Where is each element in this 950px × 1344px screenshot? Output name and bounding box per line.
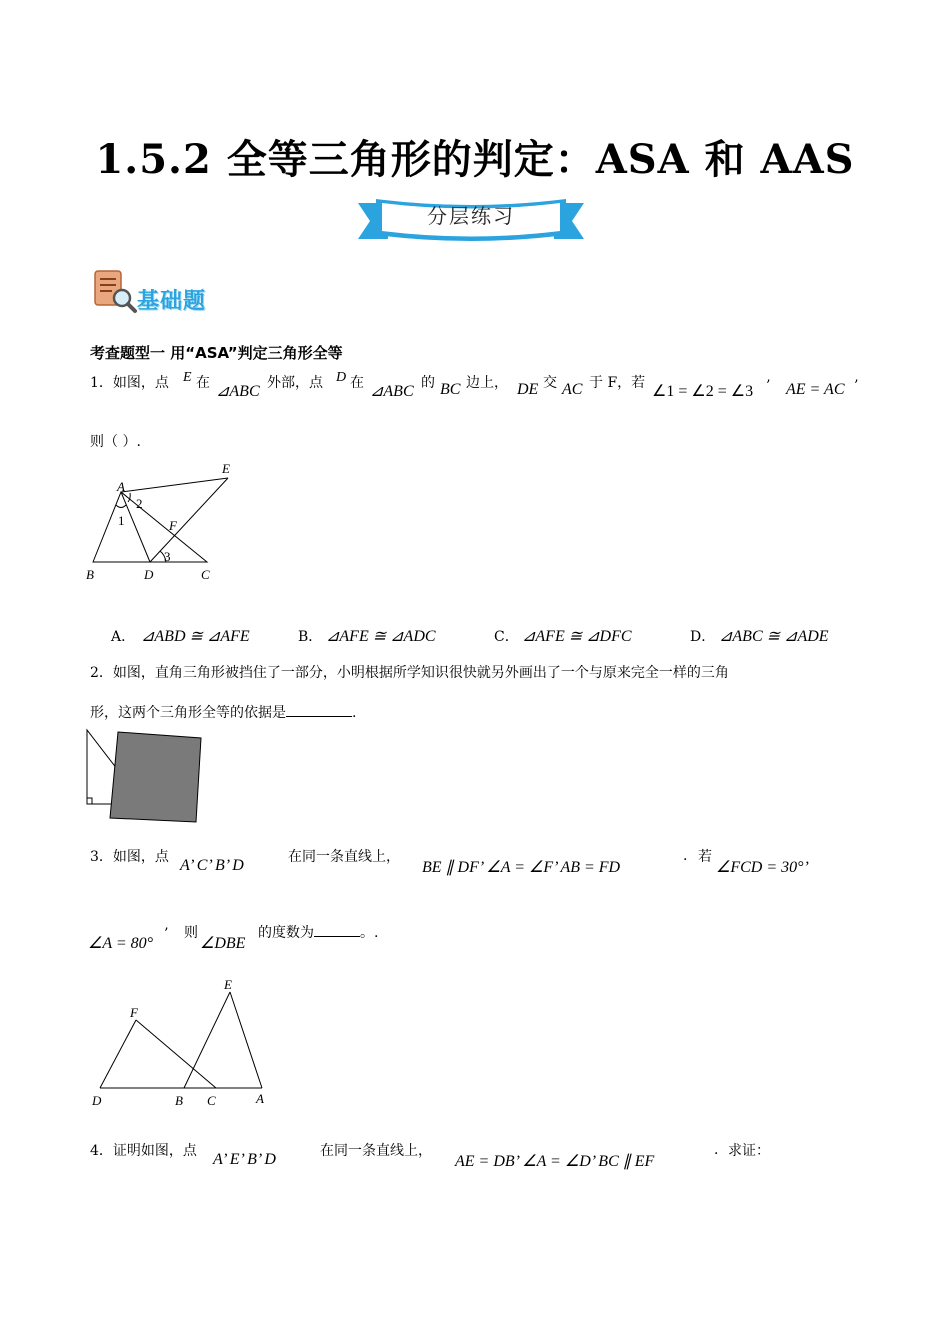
q1-text-f: 边上， — [466, 375, 508, 391]
q1-comma-2: ’ — [854, 378, 859, 394]
q1-comma: ’ — [766, 378, 771, 394]
q3-label-d: D — [92, 1093, 102, 1108]
q3-label-a: A — [256, 1091, 264, 1106]
q4-points: A’ E’ B’ D — [213, 1151, 276, 1168]
q2-line-1: 2．如图，直角三角形被挡住了一部分，小明根据所学知识很快就另外画出了一个与原来完全一样的三角 — [90, 665, 729, 681]
q3-answer-blank[interactable] — [314, 922, 360, 937]
q1-option-d-letter: D． — [690, 629, 716, 645]
q1-triangle-1: ⊿ABC — [216, 383, 260, 400]
q1-equal-sides: AE = AC — [786, 381, 845, 398]
q3-text-e: 的度数为 — [258, 925, 314, 941]
q3-text-a: 3．如图，点 — [90, 849, 169, 865]
banner-text: 分层练习 — [427, 204, 515, 228]
q4-dot: · — [714, 1146, 719, 1162]
q4-conditions: AE = DB’ ∠A = ∠D’ BC ∥ EF — [455, 1153, 655, 1170]
q1-label-2: 2 — [136, 496, 143, 511]
q1-label-1: 1 — [118, 513, 125, 528]
q1-bc: BC — [440, 381, 461, 398]
q3-angle-dbe: ∠DBE — [200, 935, 246, 952]
q2-answer-blank[interactable] — [286, 702, 352, 717]
q1-option-a-letter: A． — [111, 629, 136, 645]
q1-text-d: 在 — [350, 375, 364, 391]
q1-label-e: E — [222, 461, 230, 476]
q1-line-2: 则（ ）. — [90, 434, 141, 450]
question-type-heading: 考查题型一 用“ASA”判定三角形全等 — [90, 344, 343, 362]
q3-conditions-1: BE ∥ DF’ ∠A = ∠F’ AB = FD — [422, 859, 621, 876]
q3-conditions-3: ∠A = 80° — [88, 935, 154, 952]
q1-ac: AC — [562, 381, 583, 398]
q3-label-f: F — [130, 1005, 138, 1020]
q1-text-h: 于 F，若 — [589, 375, 646, 391]
q2-figure — [84, 726, 206, 826]
q4-text-b: 在同一条直线上， — [320, 1143, 432, 1159]
q1-angles: ∠1 = ∠2 = ∠3 — [652, 383, 754, 400]
q3-dot: · — [683, 852, 688, 868]
q3-label-c: C — [207, 1093, 216, 1108]
q1-option-b-letter: B． — [298, 629, 323, 645]
q3-figure — [84, 972, 274, 1112]
q1-text-e: 的 — [421, 375, 435, 391]
q1-point-e: E — [183, 370, 192, 385]
q4-text-a: 4．证明如图，点 — [90, 1143, 197, 1159]
q1-option-c: ⊿AFE ≅ ⊿DFC — [522, 628, 632, 645]
q1-label-f: F — [169, 518, 177, 533]
q2-end: . — [352, 705, 357, 721]
q1-label-d: D — [144, 567, 154, 582]
q1-text-g: 交 — [543, 375, 557, 391]
q3-end: 。. — [360, 925, 379, 941]
q3-conditions-2: ∠FCD = 30°’ — [716, 859, 809, 876]
q3-text-d: 则 — [184, 925, 198, 941]
q3-label-e: E — [224, 977, 232, 992]
q3-text-c: 若 — [698, 849, 712, 865]
q3-text-b: 在同一条直线上， — [288, 849, 400, 865]
document-search-icon — [92, 268, 138, 314]
q1-text-b: 在 — [196, 375, 210, 391]
q2-line-2-wrap — [90, 702, 356, 722]
q3-points: A’ C’ B’ D — [180, 857, 244, 874]
q1-text-c: 外部，点 — [267, 375, 323, 391]
q1-label-3: 3 — [164, 549, 171, 564]
q1-option-d: ⊿ABC ≅ ⊿ADE — [719, 628, 829, 645]
q1-option-b: ⊿AFE ≅ ⊿ADC — [326, 628, 436, 645]
q1-triangle-2: ⊿ABC — [370, 383, 414, 400]
q3-tail — [258, 922, 378, 942]
q3-comma: ’ — [164, 926, 169, 942]
q1-label-b: B — [86, 567, 94, 582]
q1-point-d: D — [336, 370, 347, 385]
q2-cover-block — [110, 732, 201, 822]
q1-option-a: ⊿ABD ≅ ⊿AFE — [141, 628, 250, 645]
q1-option-c-letter: C． — [494, 629, 519, 645]
q2-line-2: 形，这两个三角形全等的依据是 — [90, 705, 286, 721]
q1-text-a: 1．如图，点 — [90, 375, 169, 391]
q1-label-c: C — [201, 567, 210, 582]
q4-text-c: 求证： — [728, 1143, 770, 1159]
section-label: 基础题 — [137, 289, 207, 314]
q3-label-b: B — [175, 1093, 183, 1108]
q1-de: DE — [517, 381, 539, 398]
q1-label-a: A — [117, 479, 125, 494]
page-title: 1.5.2 全等三角形的判定：ASA 和 AAS — [95, 136, 855, 183]
q1-figure — [80, 458, 250, 588]
